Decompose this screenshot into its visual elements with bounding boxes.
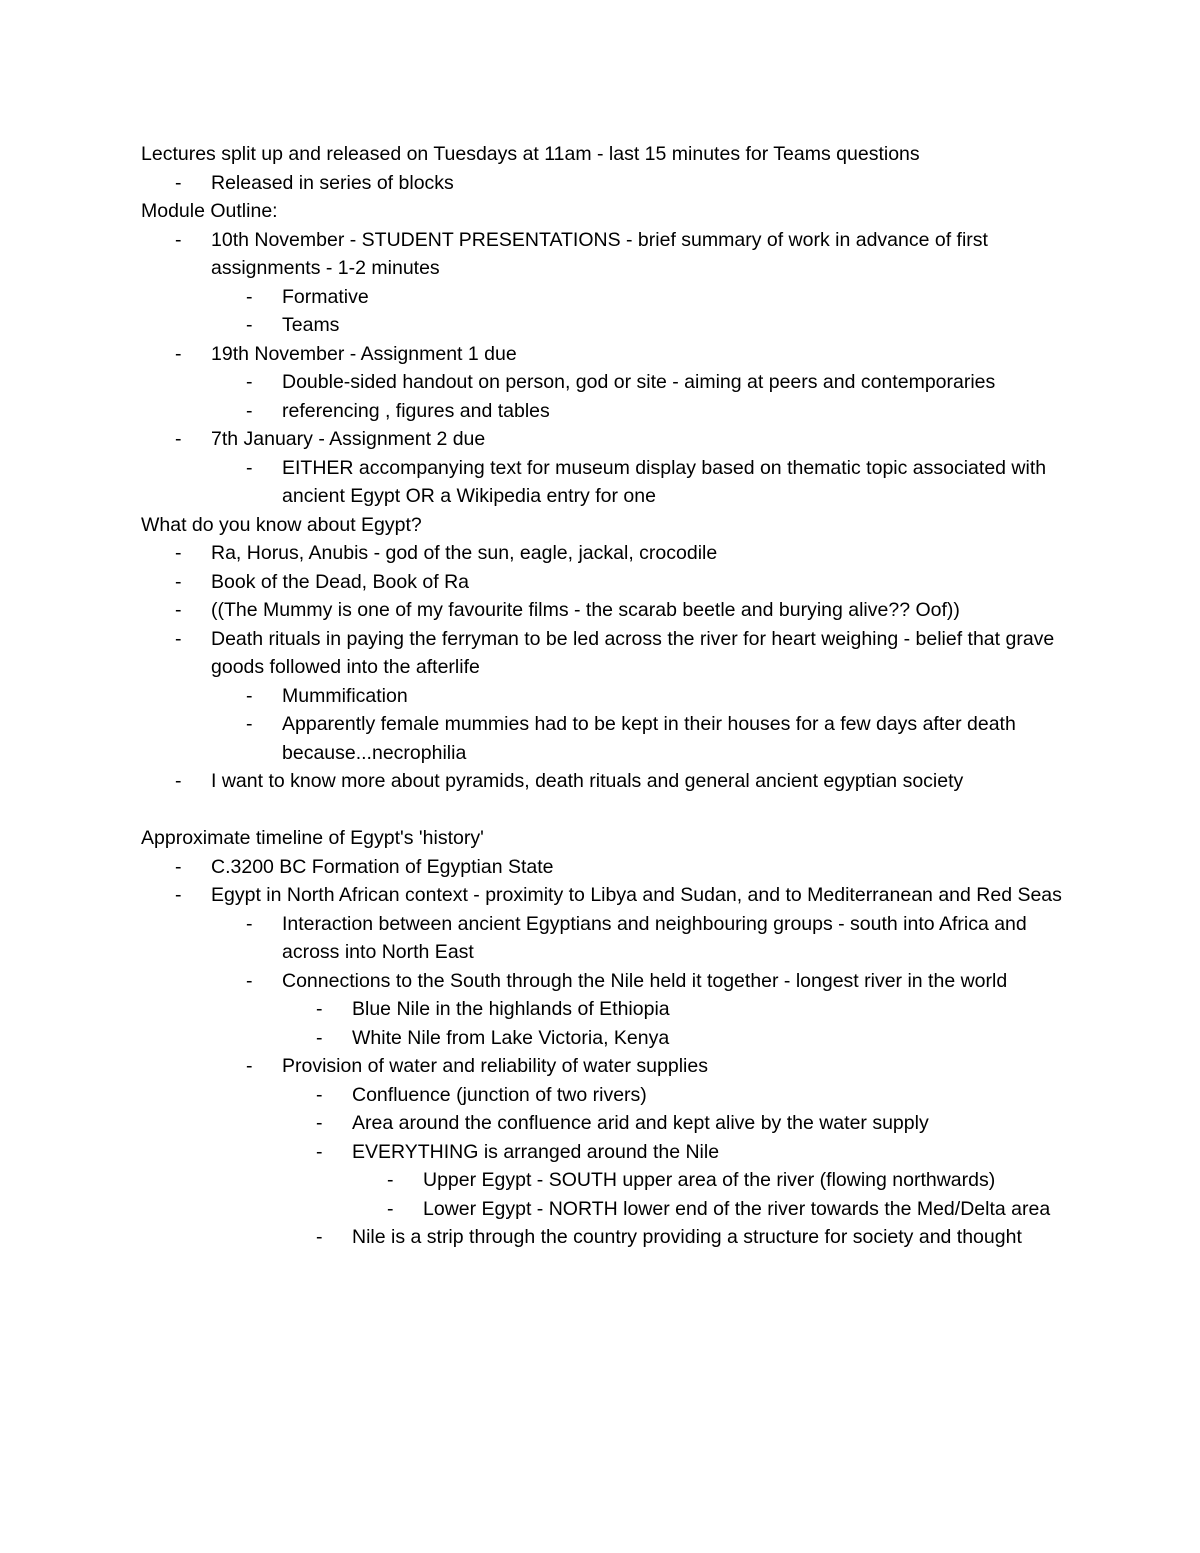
list-item <box>141 397 1071 426</box>
list-item-text: Mummification <box>282 684 408 707</box>
list-item-text: ((The Mummy is one of my favourite films - the scarab beetle and burying alive?? Oof)) <box>211 599 960 621</box>
bullet-dash-icon: - <box>175 627 182 650</box>
list-item <box>141 1109 1071 1138</box>
list-item-text: 7th January - Assignment 2 due <box>211 428 486 450</box>
bullet-dash-icon: - <box>175 599 182 621</box>
bullet-dash-icon: - <box>387 1197 394 1220</box>
paragraph: Lectures split up and released on Tuesdays at 11am - last 15 minutes for Teams questions <box>141 143 920 165</box>
bullet-dash-icon: - <box>246 1055 253 1077</box>
list-item <box>141 910 1071 967</box>
list-item-text: Double-sided handout on person, god or site - aiming at peers and contemporaries <box>282 371 996 393</box>
list-item <box>141 425 1071 454</box>
list-item-text: Lower Egypt - NORTH lower end of the river towards the Med/Delta area <box>423 1197 1051 1220</box>
list-item-text: Teams <box>282 314 340 336</box>
list-item <box>141 967 1071 996</box>
bullet-dash-icon: - <box>387 1169 394 1191</box>
list-item-text: Death rituals in paying the ferryman to be led across the river for heart weighing - belief that grave goods followed into the afterlife <box>211 627 1055 678</box>
list-item-text: Released in series of blocks <box>211 171 454 194</box>
bullet-dash-icon: - <box>246 399 253 422</box>
list-item <box>141 853 1071 882</box>
list-item-text: 19th November - Assignment 1 due <box>211 342 517 365</box>
list-item <box>141 710 1071 767</box>
list-item <box>141 1138 1071 1167</box>
bullet-dash-icon: - <box>316 1112 323 1134</box>
bullet-dash-icon: - <box>246 285 253 308</box>
bullet-dash-icon: - <box>246 684 253 707</box>
list-item <box>141 995 1071 1024</box>
list-item <box>141 368 1071 397</box>
list-item <box>141 169 1071 198</box>
list-item-text: Blue Nile in the highlands of Ethiopia <box>352 998 670 1020</box>
bullet-dash-icon: - <box>246 456 253 479</box>
bullet-dash-icon: - <box>246 314 253 336</box>
paragraph: What do you know about Egypt? <box>141 513 422 536</box>
list-item-text: Nile is a strip through the country providing a structure for society and thought <box>352 1226 1022 1248</box>
list-item-text: Interaction between ancient Egyptians and neighbouring groups - south into Africa and across into North East <box>282 912 1027 963</box>
list-item-text: C.3200 BC Formation of Egyptian State <box>211 855 554 878</box>
bullet-dash-icon: - <box>316 1026 323 1049</box>
bullet-dash-icon: - <box>175 570 182 593</box>
bullet-dash-icon: - <box>175 542 182 564</box>
blank-line <box>141 796 1071 825</box>
bullet-dash-icon: - <box>316 1083 323 1106</box>
list-item-text: White Nile from Lake Victoria, Kenya <box>352 1026 670 1049</box>
list-item-text: Formative <box>282 285 369 308</box>
list-item-text: Connections to the South through the Nile held it together - longest river in the world <box>282 969 1008 992</box>
list-item <box>141 1195 1071 1224</box>
list-item <box>141 1024 1071 1053</box>
bullet-dash-icon: - <box>316 998 323 1020</box>
bullet-dash-icon: - <box>175 228 182 251</box>
list-item <box>141 568 1071 597</box>
list-item <box>141 539 1071 568</box>
list-item <box>141 1166 1071 1195</box>
list-item <box>141 1223 1071 1252</box>
list-item-text: EITHER accompanying text for museum display based on thematic topic associated with ancient Egypt OR a Wikipedia entry for one <box>282 456 1047 507</box>
list-item-text: Confluence (junction of two rivers) <box>352 1083 647 1106</box>
list-item-text: 10th November - STUDENT PRESENTATIONS - brief summary of work in advance of first assignments - 1-2 minutes <box>211 228 988 279</box>
bullet-dash-icon: - <box>175 884 182 906</box>
bullet-dash-icon: - <box>175 855 182 878</box>
bullet-dash-icon: - <box>175 171 182 194</box>
list-item-text: I want to know more about pyramids, death rituals and general ancient egyptian society <box>211 770 964 792</box>
list-item <box>141 596 1071 625</box>
paragraph: Module Outline: <box>141 200 278 222</box>
list-item-text: Provision of water and reliability of water supplies <box>282 1055 708 1077</box>
bullet-dash-icon: - <box>246 912 253 935</box>
list-item-text: Apparently female mummies had to be kept in their houses for a few days after death because...necrophilia <box>282 713 1016 764</box>
list-item <box>141 1081 1071 1110</box>
list-item <box>141 1052 1071 1081</box>
bullet-dash-icon: - <box>175 428 182 450</box>
bullet-dash-icon: - <box>175 770 182 792</box>
list-item <box>141 625 1071 682</box>
bullet-dash-icon: - <box>246 713 253 735</box>
bullet-dash-icon: - <box>316 1226 323 1248</box>
list-item-text: referencing , figures and tables <box>282 399 550 422</box>
list-item-text: Ra, Horus, Anubis - god of the sun, eagle, jackal, crocodile <box>211 542 718 564</box>
document-body <box>141 140 1071 1252</box>
list-item <box>141 226 1071 283</box>
list-item <box>141 881 1071 910</box>
list-item-text: Book of the Dead, Book of Ra <box>211 570 469 593</box>
list-item-text: EVERYTHING is arranged around the Nile <box>352 1140 720 1163</box>
list-item <box>141 767 1071 796</box>
list-item-text: Egypt in North African context - proximity to Libya and Sudan, and to Mediterranean and Red Seas <box>211 884 1062 906</box>
bullet-dash-icon: - <box>316 1140 323 1163</box>
list-item <box>141 311 1071 340</box>
list-item <box>141 340 1071 369</box>
list-item-text: Area around the confluence arid and kept alive by the water supply <box>352 1112 929 1134</box>
bullet-dash-icon: - <box>175 342 182 365</box>
bullet-dash-icon: - <box>246 371 253 393</box>
bullet-dash-icon: - <box>246 969 253 992</box>
list-item <box>141 283 1071 312</box>
list-item-text: Upper Egypt - SOUTH upper area of the river (flowing northwards) <box>423 1169 996 1191</box>
paragraph: Approximate timeline of Egypt's 'history' <box>141 827 484 849</box>
list-item <box>141 454 1071 511</box>
list-item <box>141 682 1071 711</box>
